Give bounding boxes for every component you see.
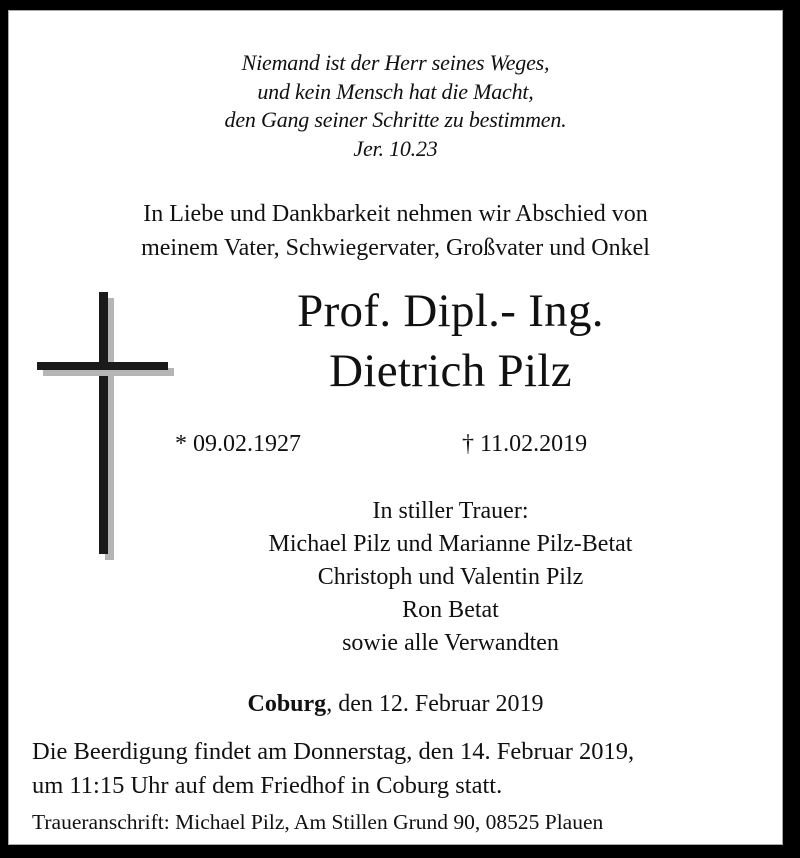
mourning-address: Traueranschrift: Michael Pilz, Am Stillen Grund 90, 08525 Plauen [32,810,604,834]
intro-line: meinem Vater, Schwiegervater, Großvater und Onkel [141,235,650,261]
mourner-line: Christoph und Valentin Pilz [317,564,584,590]
birth-date: * 09.02.1927 [175,431,301,457]
mourner-line: Ron Betat [402,597,499,623]
quote-line: den Gang seiner Schritte zu bestimmen. [224,107,567,132]
quote-reference: Jer. 10.23 [353,135,438,161]
intro-line: In Liebe und Dankbarkeit nehmen wir Abschied von [143,201,648,227]
quote-line: und kein Mensch hat die Macht, [257,78,534,104]
notice-date: , den 12. Februar 2019 [326,691,544,717]
deceased-name-block [119,281,782,401]
mourners-heading: In stiller Trauer: [372,498,529,524]
intro-text [9,197,782,265]
obituary-notice [8,10,783,845]
place-date [9,689,782,719]
deceased-title: Prof. Dipl.- Ing. [297,285,604,337]
bible-quote [9,49,782,163]
cross-icon [99,292,108,554]
mourner-line: sowie alle Verwandten [342,630,559,656]
death-date: † 11.02.2019 [462,431,588,457]
deceased-name: Dietrich Pilz [329,345,572,397]
funeral-line: Die Beerdigung findet am Donnerstag, den 14. Februar 2019, [32,738,635,765]
mourners-list [119,495,782,660]
mourner-line: Michael Pilz und Marianne Pilz-Betat [268,531,633,557]
quote-line: Niemand ist der Herr seines Weges, [241,50,550,75]
place-name: Coburg [247,691,327,717]
funeral-info [32,735,634,803]
funeral-line: um 11:15 Uhr auf dem Friedhof in Coburg statt. [32,772,503,799]
